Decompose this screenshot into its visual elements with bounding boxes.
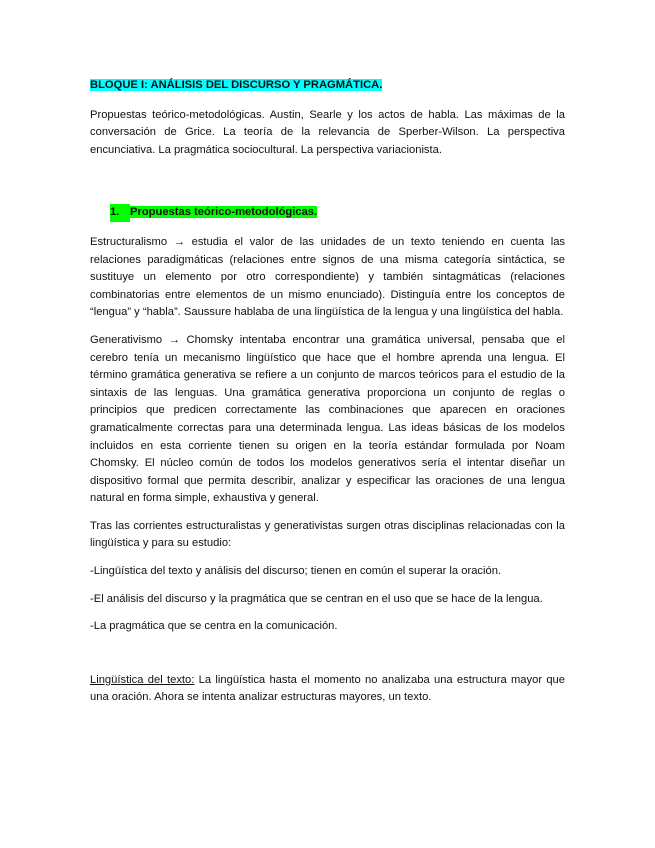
list-item: -Lingüística del texto y análisis del discurso; tienen en común el superar la oración. [90,565,502,578]
block-title [90,77,565,95]
section-heading-text: Propuestas teórico-metodológicas. [130,206,318,219]
spacer [90,646,565,672]
intro-paragraph: Propuestas teórico-metodológicas. Austin, Searle y los actos de habla. Las máximas de la conversación de Grice. La teoría de la relevancia de Sperber-Wilson. La perspectiva encunciativa. La pragmática sociocultural. La perspectiva variacionista. [90,108,565,156]
list-item: -El análisis del discurso y la pragmática que se centran en el uso que se hace de la lengua. [90,592,543,605]
estructuralismo-term: Estructuralismo [90,235,168,248]
tras-paragraph: Tras las corrientes estructuralistas y generativistas surgen otras disciplinas relacionadas con la lingüística y para su estudio: [90,519,565,550]
generativismo-text: Chomsky intentaba encontrar una gramática universal, pensaba que el cerebro tenía un mecanismo lingüístico que hace que el hombre aprenda una lengua. El término gramática generativa se refiere a un conjunto de marcos teóricos para el estudio de la sintaxis de las lenguas. Una gramática generativa proporciona un conjunto de reglas o principios que predicen correctamente las combinaciones que aparecen en oraciones gramaticalmente correctas para una determinada lengua. Las ideas básicas de los modelos incluidos en esta corriente tienen su origen en la teoría estándar formulada por Noam Chomsky. El núcleo común de todos los modelos generativos sería el intentar diseñar un dispositivo formal que permita describir, analizar y especificar las oraciones de una lengua natural en forma simple, exhaustiva y general. [90,333,566,505]
estructuralismo-paragraph [90,234,565,322]
linguistica-texto-text: La lingüística hasta el momento no analizaba una estructura mayor que una oración. Ahora se intenta analizar estructuras mayores, un texto. [90,673,566,704]
arrow-icon: → [173,235,185,248]
generativismo-term: Generativismo [90,333,163,346]
section-heading [110,204,565,222]
arrow-icon: → [168,333,180,346]
list-item: -La pragmática que se centra en la comunicación. [90,620,338,633]
block-title-text: BLOQUE I: ANÁLISIS DEL DISCURSO Y PRAGMÁTICA. [90,79,383,91]
linguistica-texto-term: Lingüística del texto: [90,673,195,686]
linguistica-texto-paragraph [90,672,565,707]
generativismo-paragraph [90,332,565,508]
estructuralismo-text: estudia el valor de las unidades de un texto teniendo en cuenta las relaciones paradigmáticas (relaciones entre signos de una misma categoría sintáctica, se sustituye un elemento por otro correspondiente) y también sintagmáticas (relaciones combinatorias entre elementos de un mismo enunciado). Distinguía entre los conceptos de “lengua” y “habla”. Saussure hablaba de una lingüística de la lengua y una lingüística del habla. [90,235,566,319]
section-number: 1. [110,204,130,222]
